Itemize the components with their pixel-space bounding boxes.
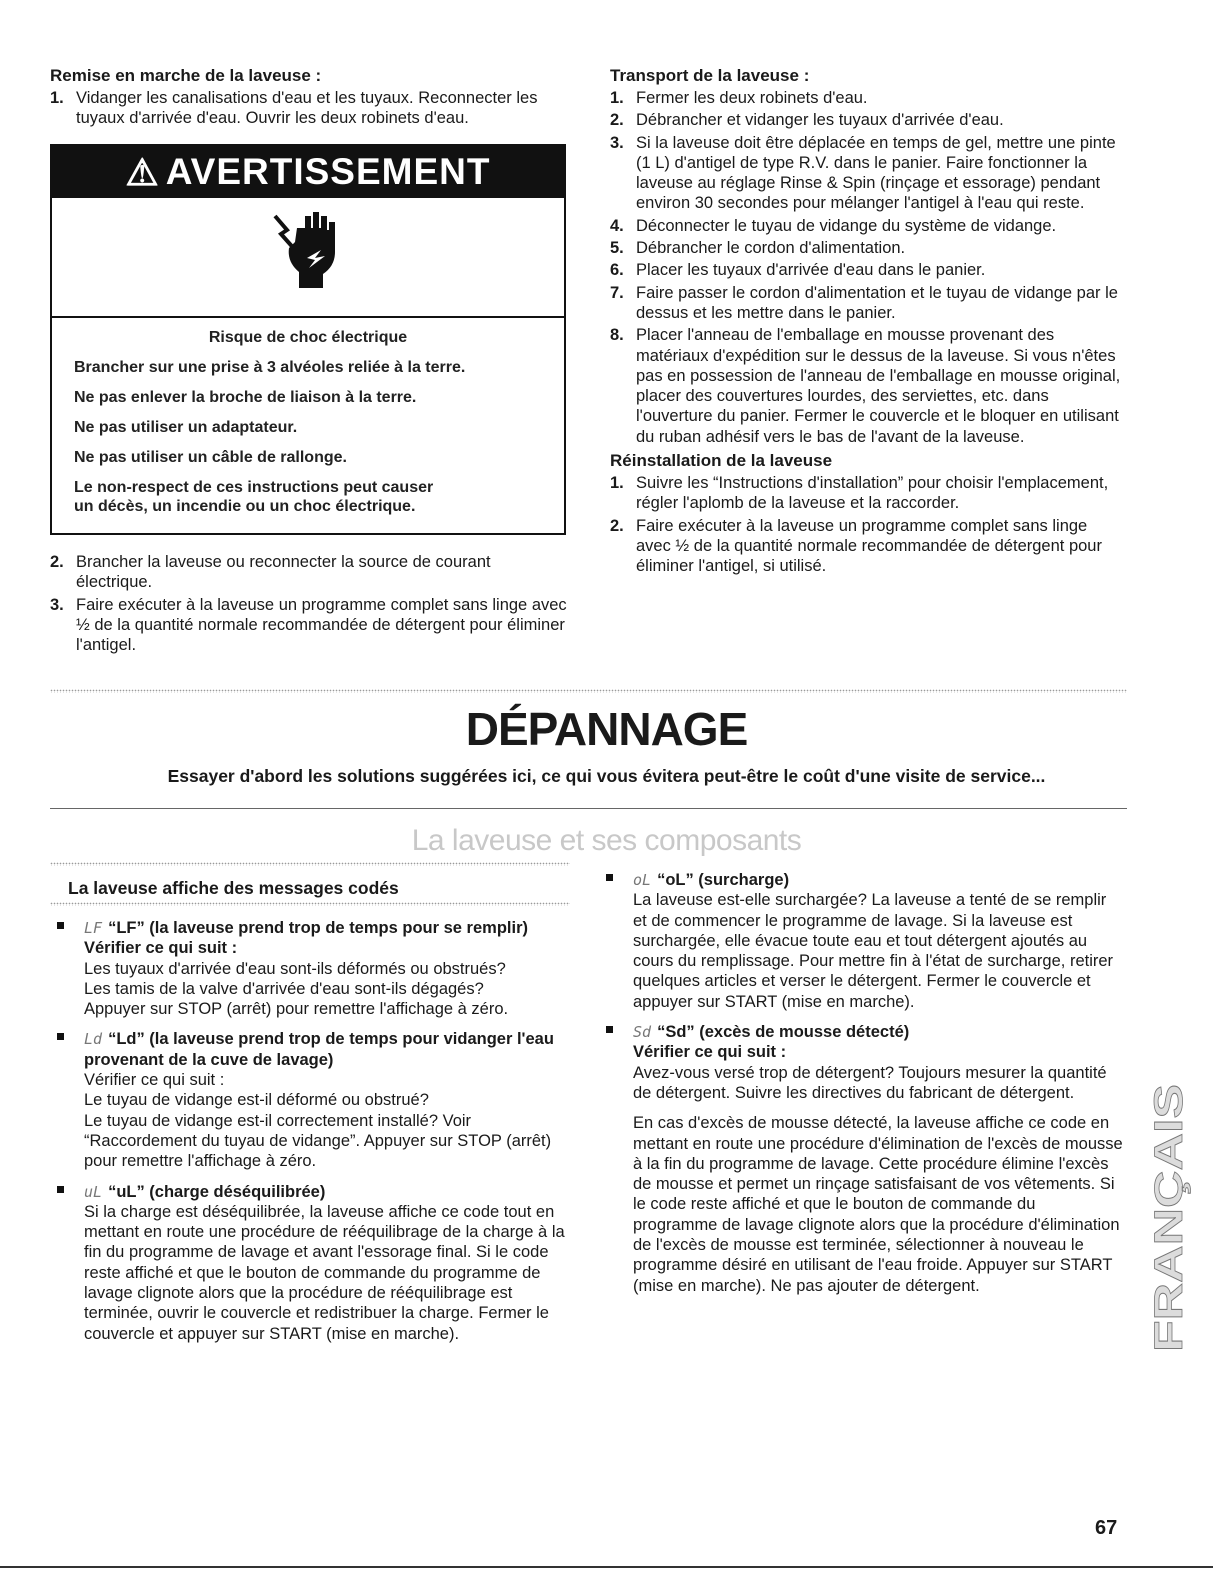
error-code-item-sd: Sd “Sd” (excès de mousse détecté) Vérifier ce qui suit : Avez-vous versé trop de détergent? Toujours mesurer la quantité de détergent. Suivre les directives du fabricant de détergent. En cas d'excès de mousse détecté, la laveuse affiche ce code en mettant en route une procédure d'élimination de l'excès de mousse à la fin du programme de lavage. Cette procédure élimine l'excès de mousse et permet un rinçage satisfaisant de vos vêtements. Si le code reste affiché et que le bouton de commande du programme de lavage clignote alors que la procédure d'élimination de l'excès de mousse est terminée, sélectionner à nouveau le programme désiré en utilisant de l'eau froide. Appuyer sur START (mise en marche). Ne pas ajouter de détergent.: [606, 1022, 1124, 1296]
bullet-icon: [57, 1186, 64, 1193]
warning-risk: Risque de choc électrique: [208, 329, 408, 346]
error-code-item-ld: Ld “Ld” (la laveuse prend trop de temps pour vidanger l'eau provenant de la cuve de lavage) Vérifier ce qui suit : Le tuyau de vidange est-il déformé ou obstrué? Le tuyau de vidange est-il correctement installé? Voir “Raccordement du tuyau de vidange”. Appuyer sur STOP (arrêt) pour remettre l'affichage à zéro.: [57, 1029, 572, 1171]
codes-left-column: [57, 918, 572, 1344]
transport-step: 5. Débrancher le cordon d'alimentation.: [610, 239, 906, 258]
subsection-heading: La laveuse affiche des messages codés: [68, 878, 399, 898]
language-side-tab: [1147, 1082, 1192, 1352]
side-tab-label: FRANÇAIS: [1147, 1145, 1191, 1352]
warning-line-5a: Le non-respect de ces instructions peut causer: [74, 479, 434, 496]
reinstall-heading: Réinstallation de la laveuse: [610, 451, 833, 471]
subsection-divider-top: [50, 862, 570, 866]
restart-heading: Remise en marche de la laveuse :: [50, 66, 322, 85]
warning-line-5b: un décès, un incendie ou un choc électrique.: [74, 498, 416, 515]
display-code-icon: LF: [84, 919, 103, 937]
transport-heading: Transport de la laveuse :: [610, 66, 810, 85]
right-top-column: [610, 66, 1125, 577]
transport-steps: [610, 88, 1125, 447]
display-code-icon: Ld: [84, 1030, 103, 1049]
bullet-icon: [57, 922, 64, 929]
error-code-item-lf: LF “LF” (la laveuse prend trop de temps pour se remplir) Vérifier ce qui suit : Les tuyaux d'arrivée d'eau sont-ils déformés ou obstrués? Les tamis de la valve d'arrivée d'eau sont-ils dégagés? Appuyer sur STOP (arrêt) pour remettre l'affichage à zéro.: [57, 918, 572, 1019]
bullet-icon: [57, 1033, 64, 1040]
reinstall-step: 1. Suivre les “Instructions d'installation” pour choisir l'emplacement, régler l'aplomb de la laveuse et la raccorder.: [610, 474, 1109, 513]
error-code-item-ol: oL “oL” (surcharge) La laveuse est-elle surchargée? La laveuse a tenté de se remplir et de commencer le programme de lavage. Si la laveuse est surchargée, elle évacue toute eau et tout détergent ajoutés au cours du remplissage. Pour mettre fin à l'état de surcharge, retirer quelques articles et verser le détergent. Fermer le couvercle et appuyer sur START (mise en marche).: [606, 870, 1124, 1012]
display-code-icon: Sd: [633, 1023, 652, 1042]
transport-step: 2. Débrancher et vidanger les tuyaux d'arrivée d'eau.: [610, 111, 1004, 130]
bullet-icon: [606, 1026, 613, 1033]
codes-right-column: [606, 870, 1124, 1296]
electric-shock-pictogram: [52, 198, 564, 318]
section-heading: La laveuse et ses composants: [411, 824, 802, 857]
page-number: 67: [1095, 1517, 1118, 1539]
left-steps-continued: [50, 552, 570, 655]
shock-hand-icon: [267, 208, 347, 308]
transport-step: 3. Si la laveuse doit être déplacée en temps de gel, mettre une pinte (1 L) d'antigel de type R.V. dans le panier. Faire fonctionner la laveuse au réglage Rinse & Spin (rinçage et essorage) pendant environ 30 secondes pour mélanger l'antigel à l'eau qui reste.: [610, 133, 1116, 213]
troubleshooting-subtitle: Essayer d'abord les solutions suggérées ici, ce qui vous évitera peut-être le coût d'une visite de service...: [167, 766, 1046, 786]
transport-step: 8. Placer l'anneau de l'emballage en mousse provenant des matériaux d'expédition sur le dessus de la laveuse. Si vous n'êtes pas en possession de l'anneau de l'emballage en mousse original, placer des couvertures lourdes, des serviettes, etc. dans l'ouverture du panier. Fermer le couvercle et le bloquer en utilisant du ruban adhésif vers le bas de l'avant de la laveuse.: [610, 326, 1121, 446]
transport-step: 4. Déconnecter le tuyau de vidange du système de vidange.: [610, 216, 1057, 235]
section-rule: [50, 808, 1127, 809]
transport-step: 7. Faire passer le cordon d'alimentation et le tuyau de vidange par le dessus et les mettre dans le panier.: [610, 283, 1118, 322]
warning-banner: [52, 146, 564, 198]
warning-line-1: Brancher sur une prise à 3 alvéoles reliée à la terre.: [74, 359, 466, 376]
restart-steps: [50, 88, 570, 129]
error-code-item-ul: uL “uL” (charge déséquilibrée) Si la charge est déséquilibrée, la laveuse affiche ce code tout en mettant en route une procédure de rééquilibrage de la charge à la fin du programme de lavage et avant l'essorage final. Si le code reste affiché et que le bouton de commande du programme de lavage clignote alors que la procédure de rééquilibrage est terminée, ouvrir le couvercle et redistribuer la charge. Fermer le couvercle et appuyer sur START (mise en marche).: [57, 1182, 572, 1344]
restart-step-3: 3. Faire exécuter à la laveuse un programme complet sans linge avec ½ de la quantité normale recommandée de détergent pour éliminer l'antigel.: [50, 595, 567, 655]
warning-triangle-icon: ⚠: [125, 151, 160, 193]
warning-box: [50, 144, 566, 535]
transport-step: 1. Fermer les deux robinets d'eau.: [610, 89, 868, 107]
subsection-divider-bottom: [50, 902, 570, 906]
warning-line-4: Ne pas utiliser un câble de rallonge.: [74, 449, 347, 466]
reinstall-steps: [610, 473, 1125, 576]
display-code-icon: uL: [84, 1182, 103, 1201]
restart-step-2: 2. Brancher la laveuse ou reconnecter la source de courant électrique.: [50, 553, 491, 592]
display-code-icon: oL: [633, 871, 652, 889]
bullet-icon: [606, 874, 613, 881]
warning-line-3: Ne pas utiliser un adaptateur.: [74, 419, 298, 436]
bottom-rule: [0, 1566, 1213, 1568]
warning-body: [52, 318, 564, 516]
reinstall-step: 2. Faire exécuter à la laveuse un programme complet sans linge avec ½ de la quantité normale recommandée de détergent pour éliminer l'antigel, si utilisé.: [610, 516, 1102, 576]
left-top-column: [50, 66, 570, 129]
warning-title: AVERTISSEMENT: [165, 151, 491, 192]
restart-step-1: 1. Vidanger les canalisations d'eau et les tuyaux. Reconnecter les tuyaux d'arrivée d'eau. Ouvrir les deux robinets d'eau.: [50, 89, 538, 128]
dotted-divider: [50, 689, 1127, 693]
transport-step: 6. Placer les tuyaux d'arrivée d'eau dans le panier.: [610, 261, 986, 280]
warning-line-2: Ne pas enlever la broche de liaison à la terre.: [74, 389, 417, 406]
troubleshooting-title: DÉPANNAGE: [465, 703, 748, 755]
